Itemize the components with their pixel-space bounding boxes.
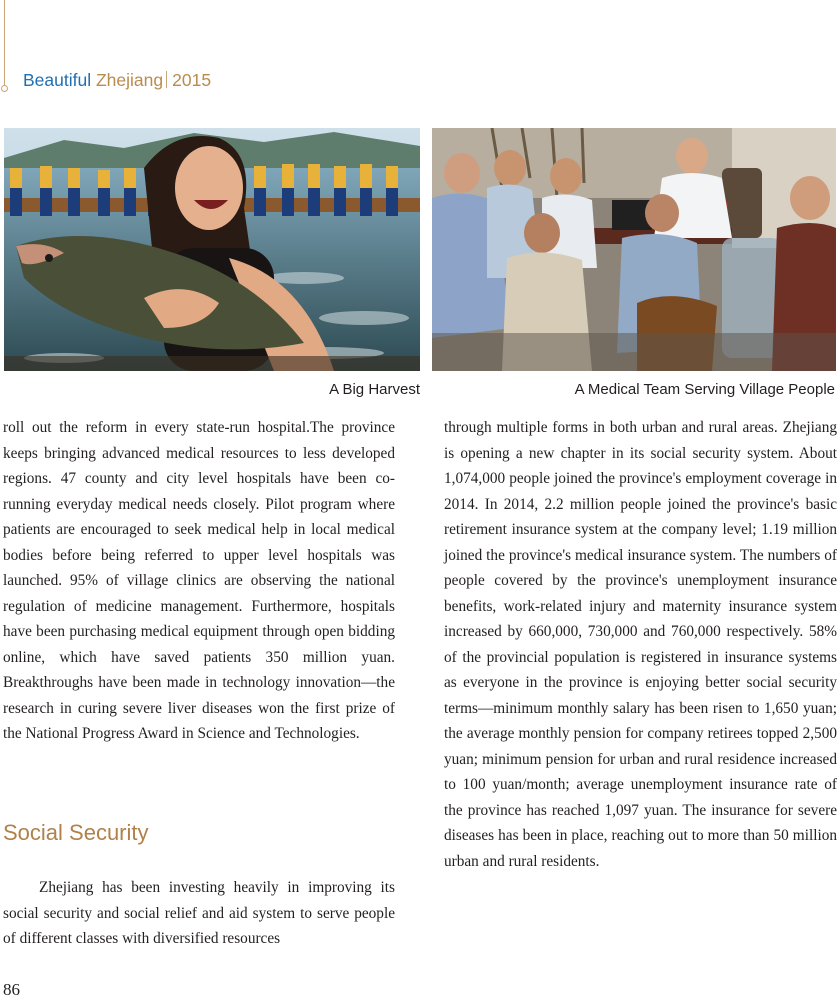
- header-brand-zhejiang: Zhejiang: [95, 70, 164, 90]
- header-year: 2015: [172, 70, 212, 90]
- header-decor-line: [4, 0, 5, 86]
- photo-medical-team: [432, 128, 836, 371]
- running-header: [23, 68, 211, 92]
- body-paragraph-social-security: Zhejiang has been investing heavily in improving its social security and social relief and aid system to serve people of different classes with diversified resources: [3, 879, 395, 947]
- header-decor-dot: [1, 85, 8, 92]
- page-number: 86: [3, 980, 20, 999]
- body-paragraph-right: through multiple forms in both urban and rural areas. Zhejiang is opening a new chapter in its social security system. About 1,074,000 people joined the province's employment coverage in 2014. In 2014, 2.2 million people joined the province's basic retirement insurance system at the company level; 1.19 million joined the province's medical insurance system. The numbers of people covered by the province's unemployment insurance benefits, work-related injury and maternity insurance system increased by 660,000, 730,000 and 760,000 respectively. 58% of the provincial population is registered in insurance systems as everyone in the province is enjoying better social security terms—minimum monthly salary has been risen to 1,650 yuan; the average monthly pension for company retirees topped 2,500 yuan; minimum pension for urban and rural residence increased to 100 yuan/month; average unemployment insurance rate of the province has reached 1,097 yuan. The insurance for severe diseases has been in place, reaching out to more than 50 million urban and rural residents.: [444, 419, 837, 870]
- body-paragraph-left: roll out the reform in every state-run hospital.The province keeps bringing advanced medical resources to less developed regions. 47 county and city level hospitals have been co-running everyday medical needs closely. Pilot program where patients are encouraged to seek medical help in local medical bodies before being referred to upper level hospitals was launched. 95% of village clinics are observing the national regulation of medicine management. Furthermore, hospitals have been purchasing medical equipment through open bidding online, which have saved patients 350 million yuan. Breakthroughs have been made in technology innovation—the research in curing severe liver diseases won the first prize of the National Progress Award in Science and Technologies.: [3, 419, 395, 742]
- section-title-social-security: Social Security: [3, 820, 149, 845]
- caption-big-harvest: A Big Harvest: [329, 381, 420, 398]
- photo-big-harvest: [4, 128, 420, 371]
- caption-medical-team: A Medical Team Serving Village People: [574, 381, 835, 398]
- header-separator: [166, 71, 167, 88]
- header-brand-beautiful: Beautiful: [23, 70, 92, 90]
